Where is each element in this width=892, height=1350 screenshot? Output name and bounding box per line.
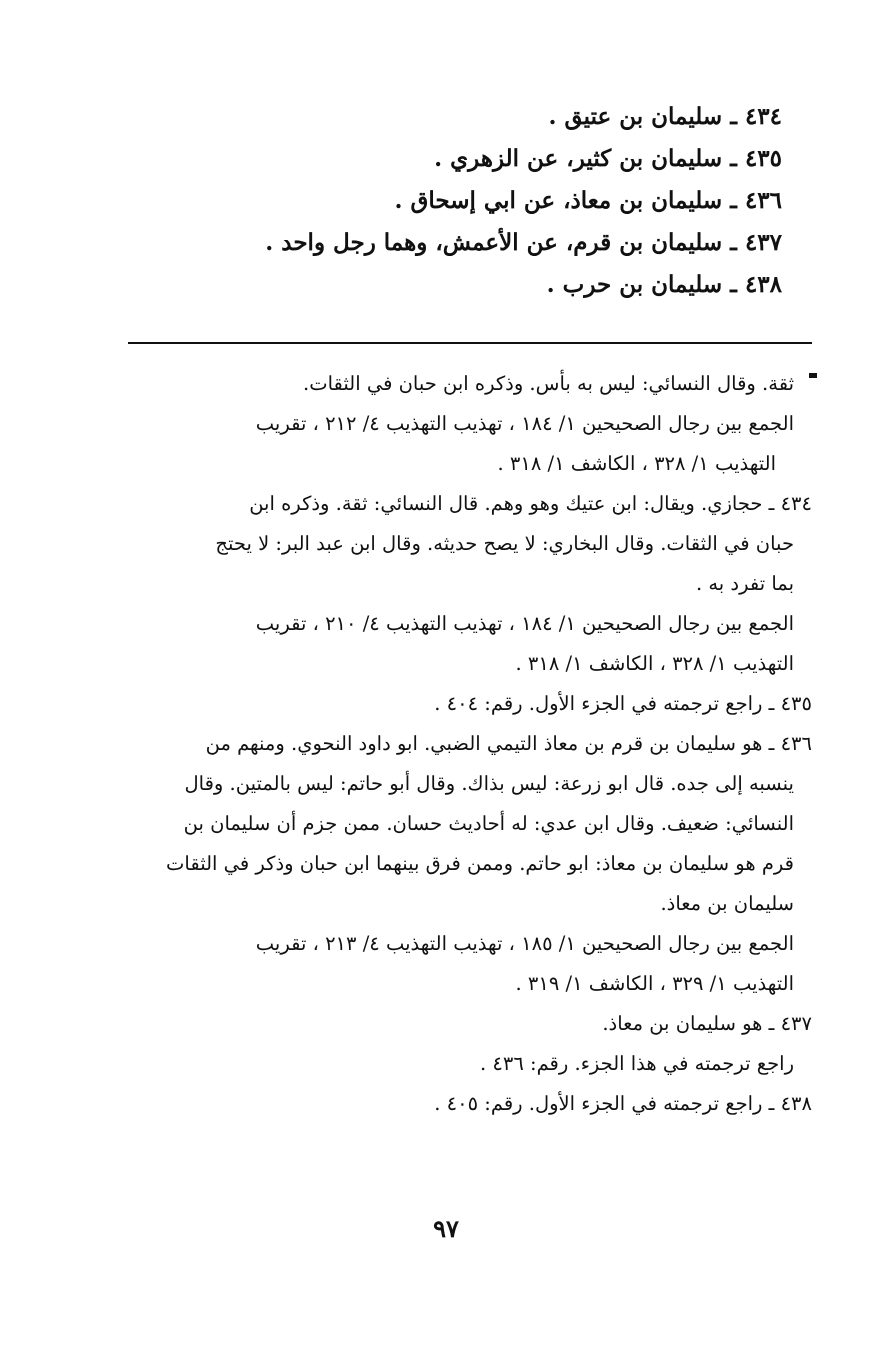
- footnote-line: ٤٣٥ ـ راجع ترجمته في الجزء الأول. رقم: ٤٠٤ .: [434, 692, 812, 715]
- footnote-435: [122, 684, 812, 724]
- footnote-line: قرم هو سليمان بن معاذ: ابو حاتم. وممن فرق بينهما ابن حبان وذكر في الثقات: [166, 852, 794, 875]
- footnote-divider: [128, 342, 812, 344]
- footnote-line: بما تفرد به .: [695, 572, 794, 595]
- footnote-reference: الجمع بين رجال الصحيحين ١/ ١٨٤ ، تهذيب التهذيب ٤/ ٢١٢ ، تقريب: [255, 412, 794, 435]
- entry-437: ٤٣٧ ـ سليمان بن قرم، عن الأعمش، وهما رجل واحد .: [265, 229, 782, 256]
- footnote-line: النسائي: ضعيف. وقال ابن عدي: له أحاديث حسان. ممن جزم أن سليمان بن: [183, 812, 794, 835]
- footnote-reference: التهذيب ١/ ٣٢٨ ، الكاشف ١/ ٣١٨ .: [497, 452, 776, 475]
- footnote-line: ٤٣٧ ـ هو سليمان بن معاذ.: [602, 1012, 812, 1035]
- footnote-line: ٤٣٤ ـ حجازي. ويقال: ابن عتيك وهو وهم. قال النسائي: ثقة. وذكره ابن: [249, 492, 812, 515]
- footnote-line: ينسبه إلى جده. قال ابو زرعة: ليس بذاك. وقال أبو حاتم: ليس بالمتين. وقال: [184, 772, 794, 795]
- footnote-434: [122, 484, 812, 684]
- entry-438: ٤٣٨ ـ سليمان بن حرب .: [546, 271, 782, 298]
- footnote-436: [122, 724, 812, 1004]
- page-number: ٩٧: [433, 1214, 459, 1243]
- footnote-line: راجع ترجمته في هذا الجزء. رقم: ٤٣٦ .: [479, 1052, 794, 1075]
- entry-436: ٤٣٦ ـ سليمان بن معاذ، عن ابي إسحاق .: [394, 187, 782, 214]
- footnote-438: [122, 1084, 812, 1124]
- footnote-line: ثقة. وقال النسائي: ليس به بأس. وذكره ابن حبان في الثقات.: [303, 372, 794, 395]
- footnote-line: حبان في الثقات. وقال البخاري: لا يصح حديثه. وقال ابن عبد البر: لا يحتج: [215, 532, 794, 555]
- entry-435: ٤٣٥ ـ سليمان بن كثير، عن الزهري .: [434, 145, 782, 172]
- footnote-reference: التهذيب ١/ ٣٢٨ ، الكاشف ١/ ٣١٨ .: [515, 652, 794, 675]
- footnote-reference: الجمع بين رجال الصحيحين ١/ ١٨٤ ، تهذيب التهذيب ٤/ ٢١٠ ، تقريب: [255, 612, 794, 635]
- entry-434: ٤٣٤ ـ سليمان بن عتيق .: [548, 103, 782, 130]
- entry-list: [222, 96, 782, 306]
- footnote-reference: التهذيب ١/ ٣٢٩ ، الكاشف ١/ ٣١٩ .: [515, 972, 794, 995]
- footnote-line: ٤٣٦ ـ هو سليمان بن قرم بن معاذ التيمي الضبي. ابو داود النحوي. ومنهم من: [205, 732, 812, 755]
- footnote-line: ٤٣٨ ـ راجع ترجمته في الجزء الأول. رقم: ٤٠٥ .: [434, 1092, 812, 1115]
- footnote-reference: الجمع بين رجال الصحيحين ١/ ١٨٥ ، تهذيب التهذيب ٤/ ٢١٣ ، تقريب: [255, 932, 794, 955]
- footnotes: [122, 364, 812, 1124]
- footnote-line: سليمان بن معاذ.: [660, 892, 794, 915]
- footnote-continuation: [122, 364, 812, 484]
- footnote-437: [122, 1004, 812, 1084]
